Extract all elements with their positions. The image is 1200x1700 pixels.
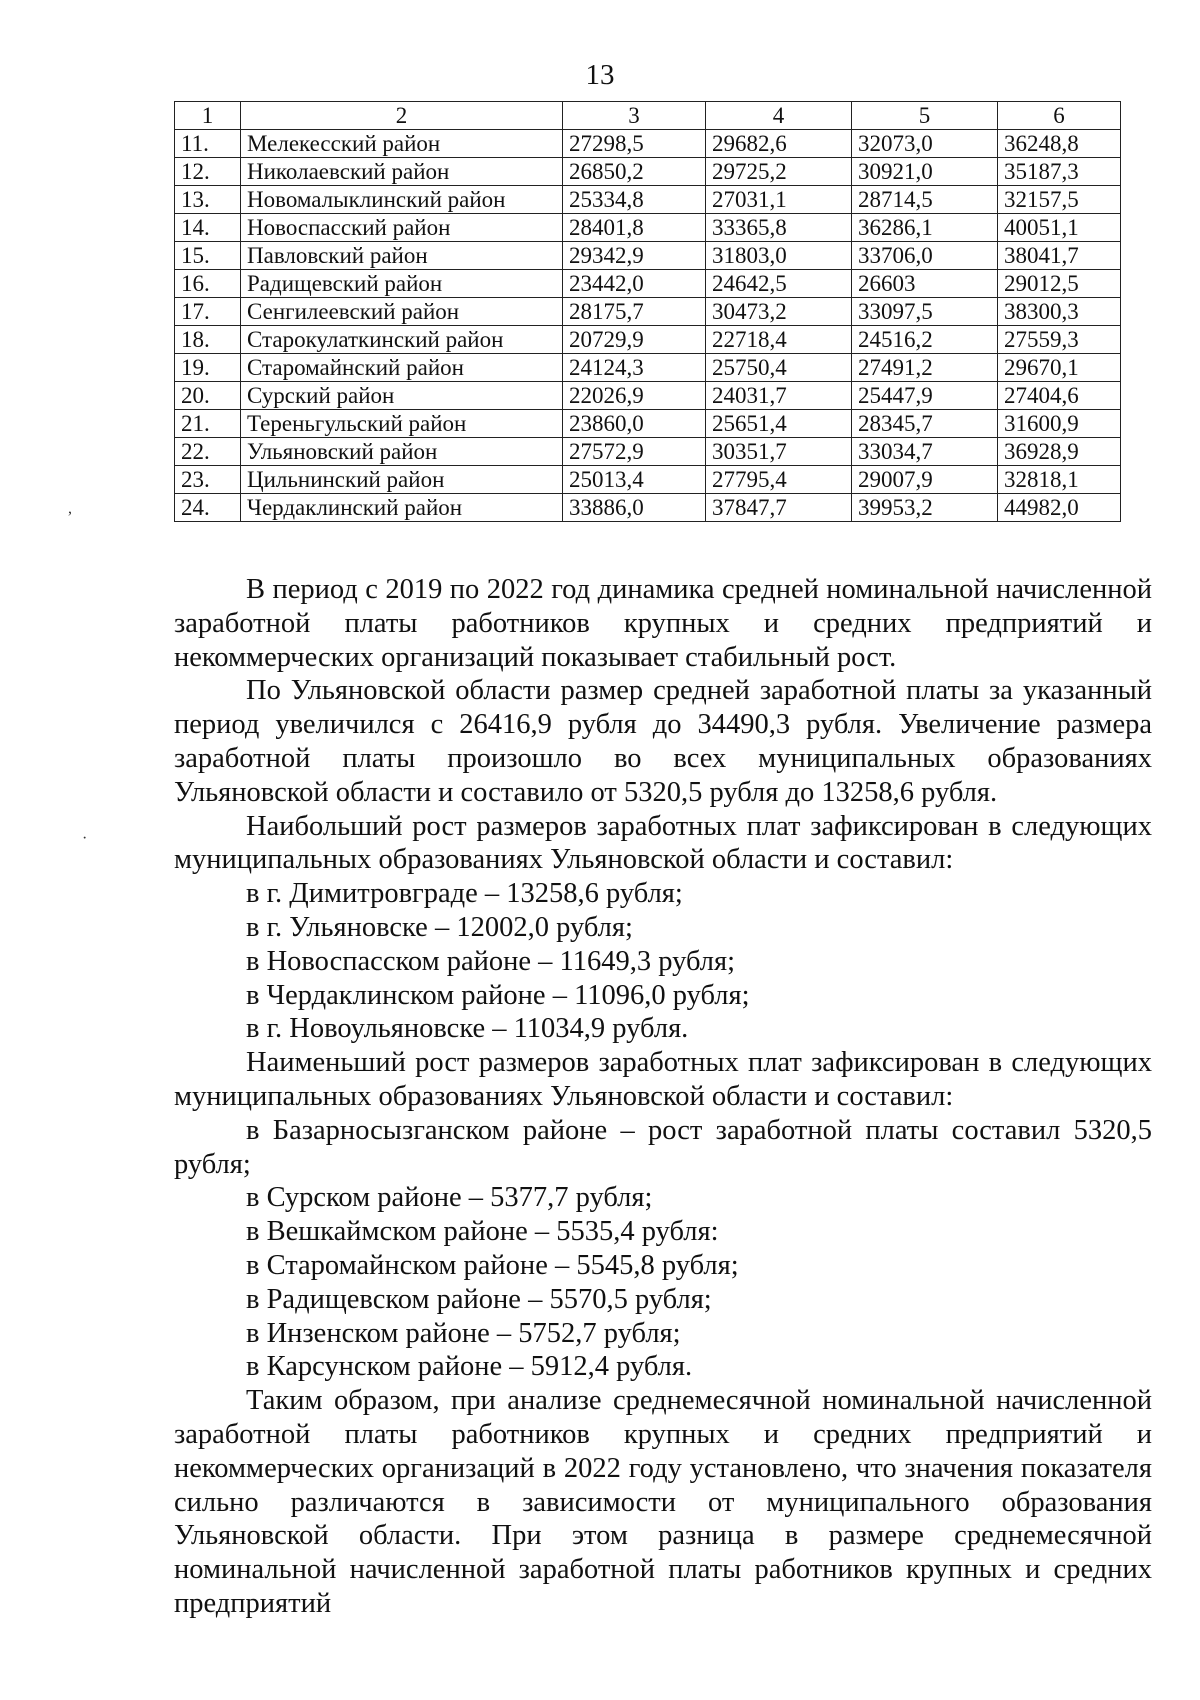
district-name-cell: Старомайнский район — [241, 354, 563, 382]
value-cell: 27031,1 — [706, 186, 852, 214]
district-name-cell: Чердаклинский район — [241, 494, 563, 522]
value-cell: 23442,0 — [563, 270, 706, 298]
value-cell: 27404,6 — [998, 382, 1121, 410]
value-cell: 28714,5 — [852, 186, 998, 214]
value-cell: 30921,0 — [852, 158, 998, 186]
paragraph: Наибольший рост размеров заработных плат зафиксирован в следующих муниципальных образованиях Ульяновской области и составил: — [174, 810, 1152, 876]
district-name-cell: Тереньгульский район — [241, 410, 563, 438]
district-name-cell: Старокулаткинский район — [241, 326, 563, 354]
value-cell: 25750,4 — [706, 354, 852, 382]
value-cell: 26850,2 — [563, 158, 706, 186]
district-name-cell: Радищевский район — [241, 270, 563, 298]
value-cell: 25447,9 — [852, 382, 998, 410]
list-item: в Сурском районе – 5377,7 рубля; — [246, 1182, 653, 1214]
column-header: 5 — [852, 102, 998, 130]
district-name-cell: Сурский район — [241, 382, 563, 410]
value-cell: 27572,9 — [563, 438, 706, 466]
row-number-cell: 21. — [175, 410, 241, 438]
list-item: в Старомайнском районе – 5545,8 рубля; — [246, 1249, 739, 1281]
value-cell: 36248,8 — [998, 130, 1121, 158]
value-cell: 29682,6 — [706, 130, 852, 158]
row-number-cell: 14. — [175, 214, 241, 242]
value-cell: 35187,3 — [998, 158, 1121, 186]
value-cell: 40051,1 — [998, 214, 1121, 242]
row-number-cell: 22. — [175, 438, 241, 466]
table-row — [175, 438, 1121, 466]
district-name-cell: Николаевский район — [241, 158, 563, 186]
row-number-cell: 13. — [175, 186, 241, 214]
value-cell: 32818,1 — [998, 466, 1121, 494]
value-cell: 27559,3 — [998, 326, 1121, 354]
document-body — [174, 573, 1152, 1621]
value-cell: 28175,7 — [563, 298, 706, 326]
scan-mark: · — [82, 830, 88, 847]
district-name-cell: Ульяновский район — [241, 438, 563, 466]
value-cell: 30351,7 — [706, 438, 852, 466]
column-header: 3 — [563, 102, 706, 130]
table-row — [175, 130, 1121, 158]
list-item: в Вешкаймском районе – 5535,4 рубля: — [246, 1216, 719, 1248]
value-cell: 38041,7 — [998, 242, 1121, 270]
value-cell: 25651,4 — [706, 410, 852, 438]
paragraph: В период с 2019 по 2022 год динамика средней номинальной начисленной заработной платы работников крупных и средних предприятий и некоммерческих организаций показывает стабильный рост. — [174, 574, 1152, 673]
district-name-cell: Сенгилеевский район — [241, 298, 563, 326]
value-cell: 36928,9 — [998, 438, 1121, 466]
district-name-cell: Цильнинский район — [241, 466, 563, 494]
value-cell: 31600,9 — [998, 410, 1121, 438]
value-cell: 36286,1 — [852, 214, 998, 242]
table-row — [175, 410, 1121, 438]
value-cell: 30473,2 — [706, 298, 852, 326]
row-number-cell: 24. — [175, 494, 241, 522]
table-row — [175, 298, 1121, 326]
column-header: 1 — [175, 102, 241, 130]
column-header: 2 — [241, 102, 563, 130]
table-row — [175, 186, 1121, 214]
value-cell: 29012,5 — [998, 270, 1121, 298]
district-name-cell: Павловский район — [241, 242, 563, 270]
value-cell: 29342,9 — [563, 242, 706, 270]
row-number-cell: 23. — [175, 466, 241, 494]
table-row — [175, 242, 1121, 270]
list-item: в г. Димитровграде – 13258,6 рубля; — [246, 878, 683, 910]
list-item: в г. Новоульяновске – 11034,9 рубля. — [246, 1013, 689, 1045]
value-cell: 33365,8 — [706, 214, 852, 242]
row-number-cell: 17. — [175, 298, 241, 326]
row-number-cell: 16. — [175, 270, 241, 298]
paragraph: Наименьший рост размеров заработных плат зафиксирован в следующих муниципальных образованиях Ульяновской области и составил: — [174, 1047, 1152, 1112]
district-name-cell: Новомалыклинский район — [241, 186, 563, 214]
value-cell: 24124,3 — [563, 354, 706, 382]
value-cell: 23860,0 — [563, 410, 706, 438]
value-cell: 29670,1 — [998, 354, 1121, 382]
value-cell: 44982,0 — [998, 494, 1121, 522]
value-cell: 33097,5 — [852, 298, 998, 326]
list-item: в Карсунском районе – 5912,4 рубля. — [246, 1351, 693, 1383]
table-row — [175, 382, 1121, 410]
value-cell: 27491,2 — [852, 354, 998, 382]
value-cell: 24031,7 — [706, 382, 852, 410]
value-cell: 32073,0 — [852, 130, 998, 158]
value-cell: 25334,8 — [563, 186, 706, 214]
row-number-cell: 20. — [175, 382, 241, 410]
value-cell: 33706,0 — [852, 242, 998, 270]
district-name-cell: Новоспасский район — [241, 214, 563, 242]
row-number-cell: 19. — [175, 354, 241, 382]
page-number: 13 — [585, 59, 615, 91]
value-cell: 29007,9 — [852, 466, 998, 494]
paragraph: По Ульяновской области размер средней заработной платы за указанный период увеличился с 26416,9 рубля до 34490,3 рубля. Увеличение размера заработной платы произошло во всех муниципальных образованиях Ульяновской области и составило от 5320,5 рубля до 13258,6 рубля. — [174, 675, 1152, 808]
salary-table — [174, 101, 1121, 522]
row-number-cell: 11. — [175, 130, 241, 158]
list-item: в Инзенском районе – 5752,7 рубля; — [246, 1317, 681, 1349]
table-body — [175, 130, 1121, 522]
paragraph: Таким образом, при анализе среднемесячной номинальной начисленной заработной платы работников крупных и средних предприятий и некоммерческих организаций в 2022 году установлено, что значения показателя сильно различаются в зависимости от муниципального образования Ульяновской области. При этом разница в размере среднемесячной номинальной начисленной заработной платы работников крупных и средних предприятий — [174, 1385, 1152, 1619]
table-row — [175, 466, 1121, 494]
value-cell: 27795,4 — [706, 466, 852, 494]
column-header: 6 — [998, 102, 1121, 130]
value-cell: 24642,5 — [706, 270, 852, 298]
row-number-cell: 15. — [175, 242, 241, 270]
value-cell: 32157,5 — [998, 186, 1121, 214]
value-cell: 20729,9 — [563, 326, 706, 354]
table-header-row — [175, 102, 1121, 130]
list-item: в Радищевском районе – 5570,5 рубля; — [246, 1283, 712, 1315]
table-row — [175, 214, 1121, 242]
table-row — [175, 158, 1121, 186]
value-cell: 28401,8 — [563, 214, 706, 242]
table-row — [175, 270, 1121, 298]
value-cell: 22026,9 — [563, 382, 706, 410]
table-row — [175, 354, 1121, 382]
list-item: в Чердаклинском районе – 11096,0 рубля; — [246, 979, 750, 1011]
row-number-cell: 12. — [175, 158, 241, 186]
list-item: в Новоспасском районе – 11649,3 рубля; — [246, 945, 736, 977]
list-item: в Базарносызганском районе – рост заработной платы составил 5320,5 рубля; — [174, 1114, 1152, 1180]
column-header: 4 — [706, 102, 852, 130]
value-cell: 33886,0 — [563, 494, 706, 522]
row-number-cell: 18. — [175, 326, 241, 354]
value-cell: 37847,7 — [706, 494, 852, 522]
district-name-cell: Мелекесский район — [241, 130, 563, 158]
table-row — [175, 326, 1121, 354]
scan-mark: , — [68, 500, 72, 517]
value-cell: 28345,7 — [852, 410, 998, 438]
value-cell: 22718,4 — [706, 326, 852, 354]
value-cell: 29725,2 — [706, 158, 852, 186]
list-item: в г. Ульяновске – 12002,0 рубля; — [246, 911, 633, 943]
value-cell: 24516,2 — [852, 326, 998, 354]
table-row — [175, 494, 1121, 522]
value-cell: 39953,2 — [852, 494, 998, 522]
value-cell: 25013,4 — [563, 466, 706, 494]
value-cell: 31803,0 — [706, 242, 852, 270]
value-cell: 27298,5 — [563, 130, 706, 158]
value-cell: 33034,7 — [852, 438, 998, 466]
value-cell: 38300,3 — [998, 298, 1121, 326]
value-cell: 26603 — [852, 270, 998, 298]
